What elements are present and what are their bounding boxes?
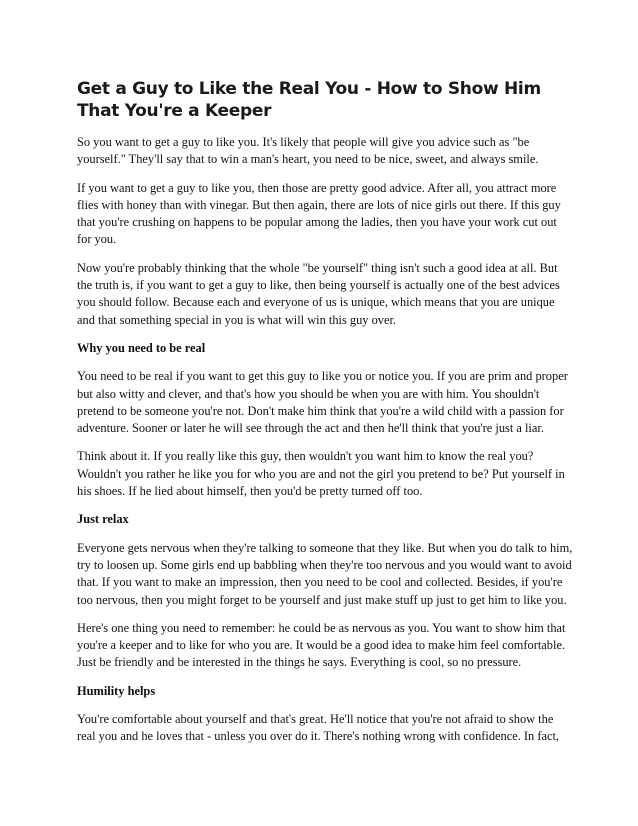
paragraph: Think about it. If you really like this guy, then wouldn't you want him to know the real you? Wouldn't you rather he like you for who you are and not the girl you pretend to be? Put yourself in his shoes. If he lied about himself, then you'd be pretty turned off too. [77, 449, 565, 499]
paragraph: Here's one thing you need to remember: he could be as nervous as you. You want to show him that you're a keeper and to like for who you are. It would be a good idea to make him feel comfortable. Just be friendly and be interested in the things he says. Everything is cool, so no pressure. [77, 620, 566, 670]
paragraph: You need to be real if you want to get this guy to like you or notice you. If you are prim and proper but also witty and clever, and that's how you should be when you are with him. You shouldn't pretend to be someone you're not. Don't make him think that you're a wild child with a passion for adventure. Sooner or later he will see through the act and then he'll think that you're just a liar. [77, 369, 568, 436]
paragraph: Now you're probably thinking that the whole "be yourself" thing isn't such a good idea at all. But the truth is, if you want to get a guy to like, then being yourself is actually one of the best advices you should follow. Because each and everyone of us is unique, which means that you are unique and that something special in you is what will win this guy over. [77, 260, 560, 327]
paragraph: If you want to get a guy to like you, then those are pretty good advice. After all, you attract more flies with honey than with vinegar. But then again, there are lots of nice girls out there. If this guy that you're crushing on happens to be popular among the ladies, then you have your work cut out for you. [77, 180, 561, 247]
paragraph: You're comfortable about yourself and that's great. He'll notice that you're not afraid to show the real you and he loves that - unless you over do it. There's nothing wrong with confidence. In fact, [77, 712, 560, 744]
section-heading-just-relax: Just relax [77, 512, 129, 527]
paragraph: So you want to get a guy to like you. It's likely that people will give you advice such as "be yourself." They'll say that to win a man's heart, you need to be nice, sweet, and always smile. [77, 135, 539, 167]
section-heading-why-real: Why you need to be real [77, 340, 206, 355]
paragraph: Everyone gets nervous when they're talking to someone that they like. But when you do talk to him, try to loosen up. Some girls end up babbling when they're too nervous and you would want to avoid that. If you want to make an impression, then you need to be cool and collected. Besides, if you're too nervous, then you might forget to be yourself and just make stuff up just to get him to like you. [77, 540, 573, 607]
document-title: Get a Guy to Like the Real You - How to Show Him That You're a Keeper [77, 79, 541, 121]
section-heading-humility-helps: Humility helps [77, 683, 156, 698]
